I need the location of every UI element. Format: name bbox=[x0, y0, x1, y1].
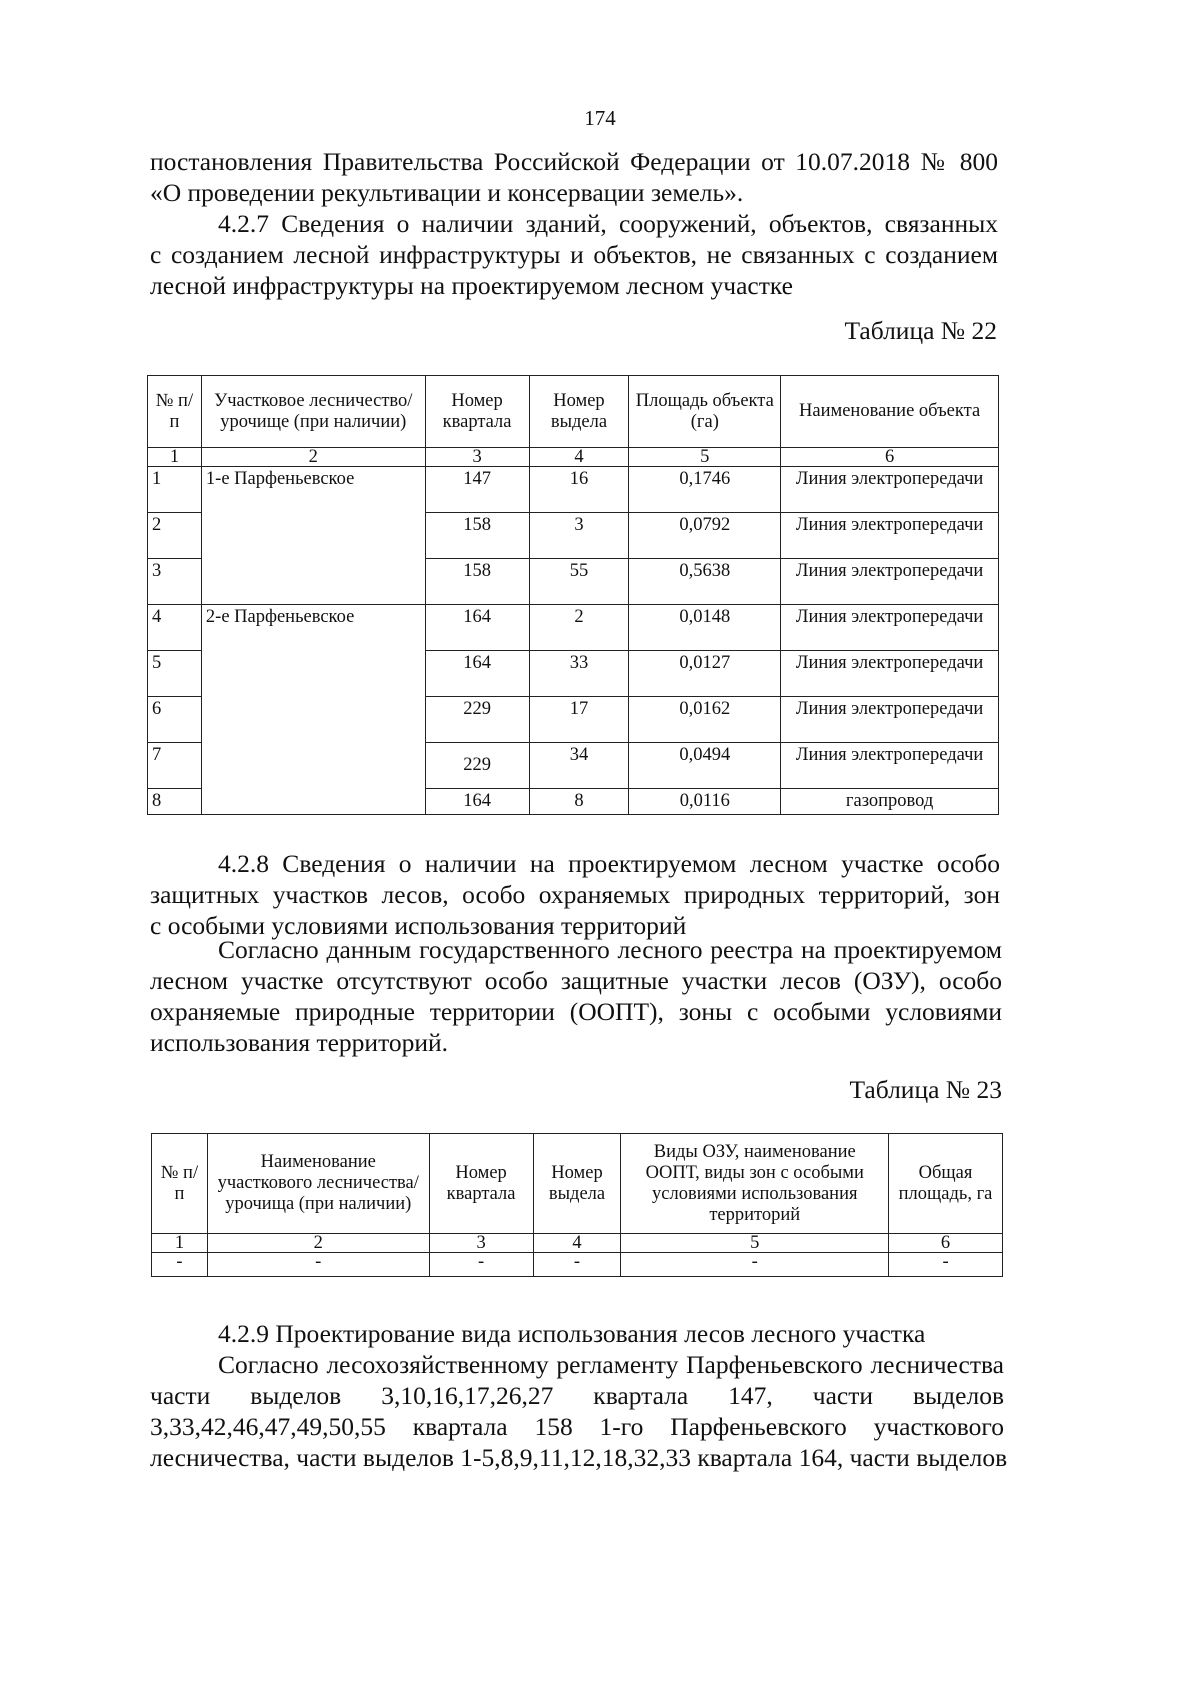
text-line: Согласно данным государственного лесного реестра на проектируемом bbox=[218, 935, 1002, 964]
quarter-cell: 147 bbox=[425, 467, 529, 513]
column-number: 3 bbox=[429, 1234, 533, 1253]
area-cell: 0,0127 bbox=[629, 651, 781, 697]
column-number: 4 bbox=[529, 448, 629, 467]
table-row bbox=[152, 1253, 1003, 1277]
text-line: 4.2.9 Проектирование вида использования лесов лесного участка bbox=[218, 1319, 926, 1348]
column-number-row bbox=[152, 1234, 1003, 1253]
table-row bbox=[148, 605, 999, 651]
area-cell: 0,1746 bbox=[629, 467, 781, 513]
plot-cell: 16 bbox=[529, 467, 629, 513]
text-line: лесничества, части выделов 1-5,8,9,11,12,18,32,33 квартала 164, части выделов bbox=[150, 1443, 1008, 1472]
row-number: 1 bbox=[148, 467, 202, 513]
table-header-row bbox=[152, 1134, 1003, 1234]
quarter-cell: 229 bbox=[425, 697, 529, 743]
header-cell: Номер квартала bbox=[425, 376, 529, 448]
text-line: лесной инфраструктуры на проектируемом лесном участке bbox=[150, 271, 793, 300]
text-line: использования территорий. bbox=[150, 1028, 449, 1057]
quarter-cell: 158 bbox=[425, 559, 529, 605]
object-name-cell: Линия электропередачи bbox=[781, 651, 999, 697]
header-cell: Площадь объекта (га) bbox=[629, 376, 781, 448]
header-cell: Общая площадь, га bbox=[889, 1134, 1003, 1234]
table-row bbox=[148, 467, 999, 513]
column-number: 1 bbox=[148, 448, 202, 467]
text-line: лесном участке отсутствуют особо защитные участки лесов (ОЗУ), особо bbox=[150, 966, 1002, 995]
text-line: постановления Правительства Российской Федерации от 10.07.2018 № 800 bbox=[150, 147, 998, 176]
column-number: 3 bbox=[425, 448, 529, 467]
row-number: 4 bbox=[148, 605, 202, 651]
header-cell: Виды ОЗУ, наименование ООПТ, виды зон с особыми условиями использования территорий bbox=[621, 1134, 889, 1234]
page-number: 174 bbox=[584, 106, 616, 130]
forestry-cell: 2-е Парфеньевское bbox=[201, 605, 425, 815]
plot-cell: 8 bbox=[529, 789, 629, 815]
area-cell: 0,0792 bbox=[629, 513, 781, 559]
text-line: охраняемые природные территории (ООПТ), зоны с особыми условиями bbox=[150, 997, 1002, 1026]
object-name-cell: газопровод bbox=[781, 789, 999, 815]
column-number: 5 bbox=[629, 448, 781, 467]
section-4-2-8-body bbox=[150, 934, 1002, 1058]
area-cell: 0,0116 bbox=[629, 789, 781, 815]
plot-cell: 17 bbox=[529, 697, 629, 743]
header-cell: Номер выдела bbox=[529, 376, 629, 448]
quarter-cell: 164 bbox=[425, 605, 529, 651]
section-4-2-9-body bbox=[150, 1349, 1008, 1473]
column-number: 1 bbox=[152, 1234, 208, 1253]
header-cell: Наименование объекта bbox=[781, 376, 999, 448]
area-cell: 0,0148 bbox=[629, 605, 781, 651]
object-name-cell: Линия электропередачи bbox=[781, 467, 999, 513]
row-number: 5 bbox=[148, 651, 202, 697]
table-23 bbox=[151, 1133, 1003, 1277]
text-line: 4.2.7 Сведения о наличии зданий, сооружений, объектов, связанных bbox=[218, 209, 998, 238]
text-line: 4.2.8 Сведения о наличии на проектируемом лесном участке особо bbox=[218, 849, 1000, 878]
text-line: с созданием лесной инфраструктуры и объектов, не связанных с созданием bbox=[150, 240, 998, 269]
column-number: 4 bbox=[533, 1234, 621, 1253]
quarter-cell: 158 bbox=[425, 513, 529, 559]
table-22 bbox=[147, 375, 999, 815]
forestry-cell: 1-е Парфеньевское bbox=[201, 467, 425, 605]
object-name-cell: Линия электропередачи bbox=[781, 559, 999, 605]
intro-paragraph bbox=[150, 146, 998, 208]
row-number: 3 bbox=[148, 559, 202, 605]
table-header-row bbox=[148, 376, 999, 448]
text-line: «О проведении рекультивации и консервации земель». bbox=[150, 178, 744, 207]
header-cell: Номер выдела bbox=[533, 1134, 621, 1234]
text-line: с особыми условиями использования территорий bbox=[150, 911, 687, 940]
header-cell: № п/п bbox=[152, 1134, 208, 1234]
header-cell: № п/п bbox=[148, 376, 202, 448]
plot-cell: 2 bbox=[529, 605, 629, 651]
quarter-cell: 164 bbox=[425, 789, 529, 815]
column-number: 2 bbox=[201, 448, 425, 467]
empty-cell: - bbox=[889, 1253, 1003, 1277]
row-number: 7 bbox=[148, 743, 202, 789]
column-number: 6 bbox=[781, 448, 999, 467]
empty-cell: - bbox=[621, 1253, 889, 1277]
quarter-cell: 164 bbox=[425, 651, 529, 697]
object-name-cell: Линия электропередачи bbox=[781, 605, 999, 651]
empty-cell: - bbox=[429, 1253, 533, 1277]
plot-cell: 3 bbox=[529, 513, 629, 559]
section-4-2-8-heading bbox=[150, 848, 1000, 941]
object-name-cell: Линия электропередачи bbox=[781, 743, 999, 789]
text-line: 3,33,42,46,47,49,50,55 квартала 158 1-го Парфеньевского участкового bbox=[150, 1412, 1004, 1441]
header-cell: Номер квартала bbox=[429, 1134, 533, 1234]
column-number: 6 bbox=[889, 1234, 1003, 1253]
plot-cell: 34 bbox=[529, 743, 629, 789]
table-22-caption: Таблица № 22 bbox=[844, 316, 997, 345]
column-number: 2 bbox=[207, 1234, 429, 1253]
text-line: части выделов 3,10,16,17,26,27 квартала 147, части выделов bbox=[150, 1381, 1004, 1410]
empty-cell: - bbox=[533, 1253, 621, 1277]
section-4-2-7-heading bbox=[150, 208, 998, 301]
empty-cell: - bbox=[207, 1253, 429, 1277]
table-23-caption: Таблица № 23 bbox=[849, 1075, 1002, 1104]
object-name-cell: Линия электропередачи bbox=[781, 513, 999, 559]
header-cell: Наименование участкового лесничества/урочища (при наличии) bbox=[207, 1134, 429, 1234]
text-line: Согласно лесохозяйственному регламенту Парфеньевского лесничества bbox=[218, 1350, 1004, 1379]
quarter-cell: 229 bbox=[425, 743, 529, 789]
plot-cell: 33 bbox=[529, 651, 629, 697]
column-number-row bbox=[148, 448, 999, 467]
header-cell: Участковое лесничество/урочище (при наличии) bbox=[201, 376, 425, 448]
row-number: 8 bbox=[148, 789, 202, 815]
area-cell: 0,0162 bbox=[629, 697, 781, 743]
row-number: 2 bbox=[148, 513, 202, 559]
row-number: 6 bbox=[148, 697, 202, 743]
empty-cell: - bbox=[152, 1253, 208, 1277]
text-line: защитных участков лесов, особо охраняемых природных территорий, зон bbox=[150, 880, 1000, 909]
column-number: 5 bbox=[621, 1234, 889, 1253]
object-name-cell: Линия электропередачи bbox=[781, 697, 999, 743]
area-cell: 0,5638 bbox=[629, 559, 781, 605]
area-cell: 0,0494 bbox=[629, 743, 781, 789]
section-4-2-9-heading bbox=[150, 1318, 1002, 1349]
plot-cell: 55 bbox=[529, 559, 629, 605]
